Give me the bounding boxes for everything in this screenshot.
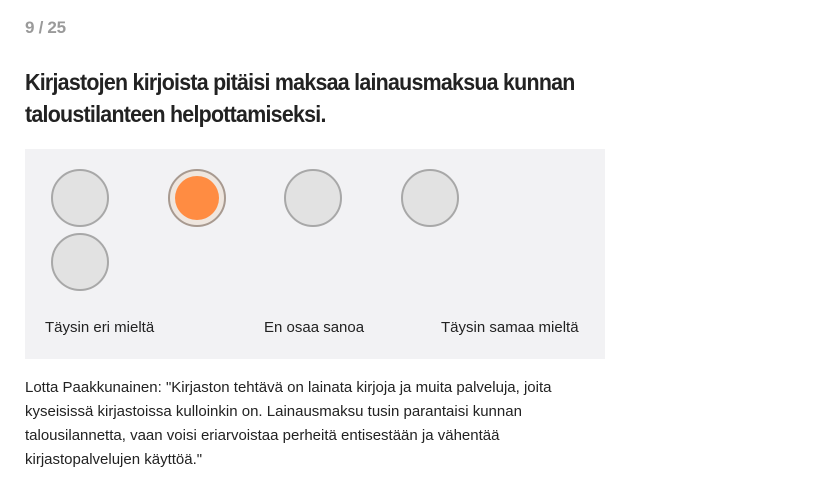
comment-line-4: kirjastopalvelujen käyttöä." [25,451,203,468]
scale-label-agree: Täysin samaa mieltä [441,319,579,336]
comment-line-1: Lotta Paakkunainen: "Kirjaston tehtävä on lainata kirjoja ja muita palveluja, joita [25,379,552,396]
question-title-line-1: Kirjastojen kirjoista pitäisi maksaa lainausmaksua kunnan [25,69,575,95]
question-title-line-2: taloustilanteen helpottamiseksi. [25,101,326,127]
scale-option-3[interactable] [284,169,342,227]
scale-option-1[interactable] [51,169,109,227]
selected-dot [175,176,219,220]
scale-option-4[interactable] [401,169,459,227]
comment-line-2: kyseisissä kirjastoissa kulloinkin on. Lainausmaksu tusin parantaisi kunnan [25,403,522,420]
comment-line-3: talousilannetta, vaan voisi eriarvoistaa perheitä entisestään ja vähentää [25,427,500,444]
scale-label-disagree: Täysin eri mieltä [45,319,155,336]
question-counter: 9 / 25 [25,18,66,37]
scale-label-neutral: En osaa sanoa [264,319,365,336]
question-title [25,66,575,130]
answer-scale-panel [25,149,605,359]
candidate-comment [25,376,615,472]
scale-option-5[interactable] [51,233,109,291]
scale-option-2-selected[interactable] [168,169,226,227]
